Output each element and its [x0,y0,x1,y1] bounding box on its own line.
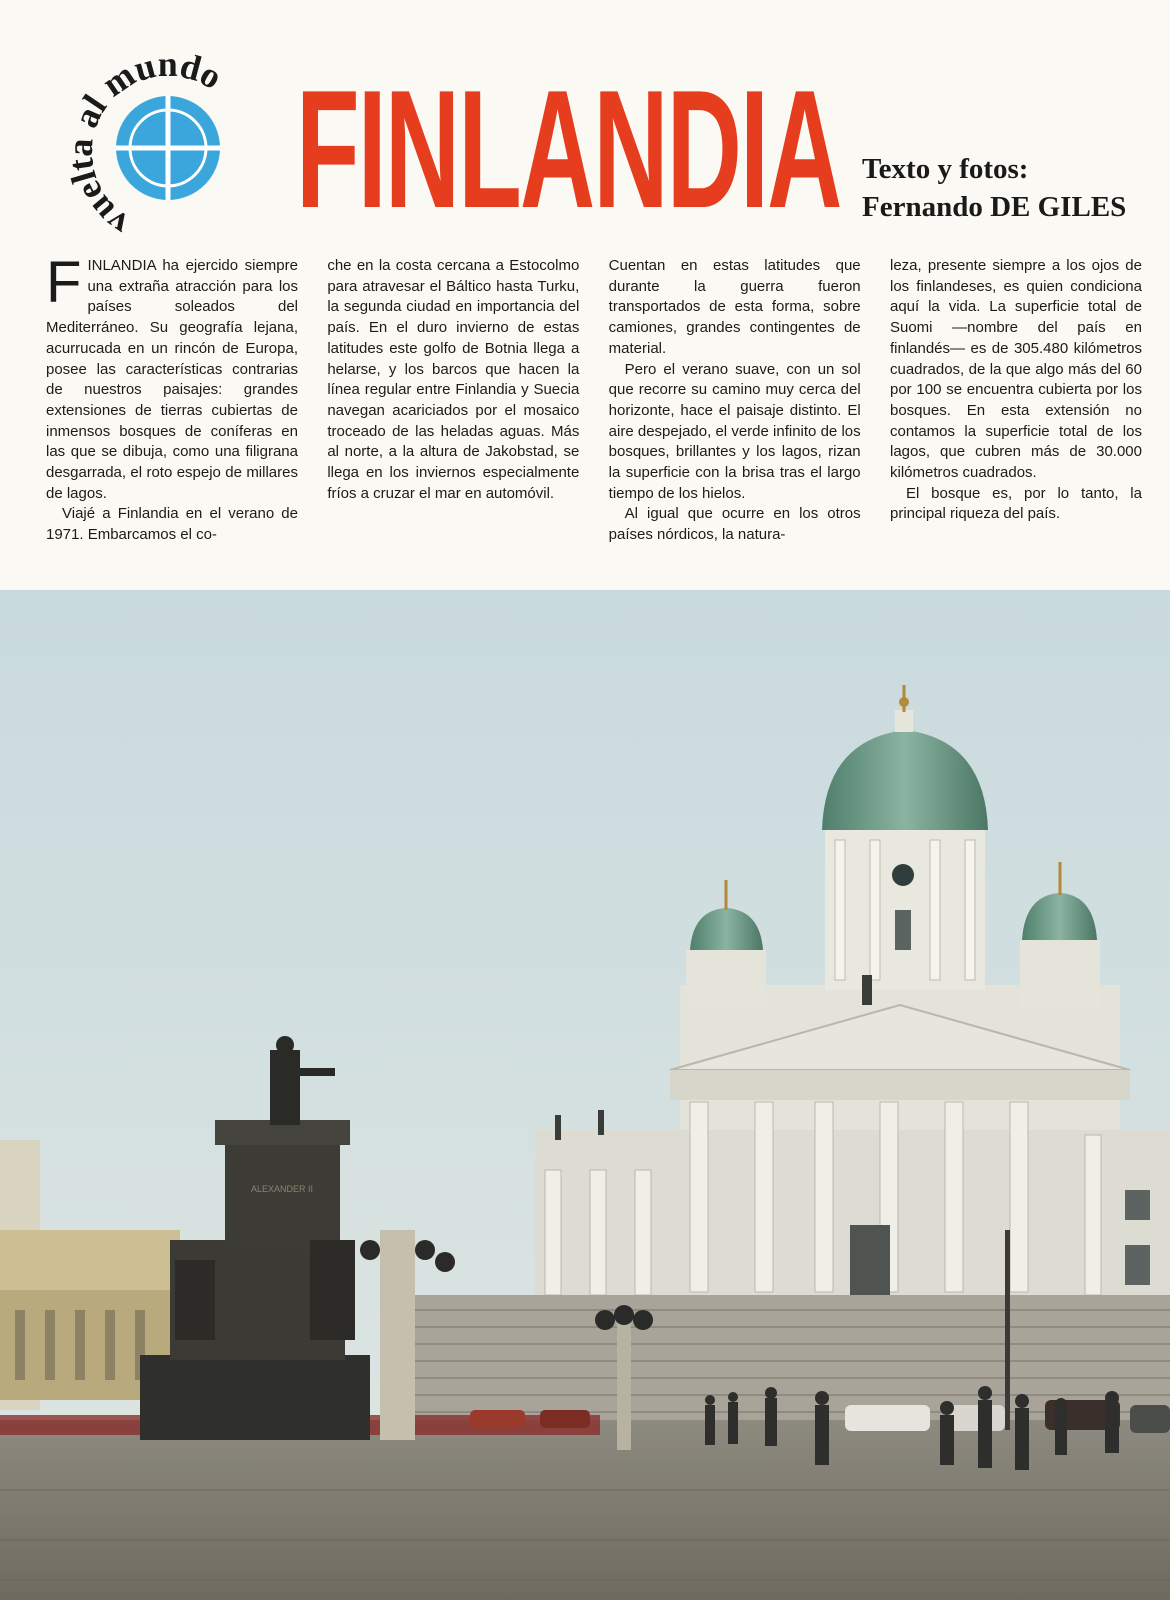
drop-cap: F [46,250,82,315]
paragraph: El bosque es, por lo tanto, la principal riqueza del país. [889,484,1142,523]
paragraph: Cuentan en estas latitudes que durante la guerra fueron transportados de esta forma, sobre camiones, grandes contingentes de material. [608,257,861,357]
byline [862,150,1152,226]
column-2 [327,256,579,578]
paragraph: che en la costa cercana a Estocolmo para atravesar el Báltico hasta Turku, la segunda ciudad en importancia del país. En el duro invierno de estas latitudes este golfo de Botnia llega a helarse, y los barcos que hacen la línea regular entre Finlandia y Suecia navegan acariciados por el mosaico troceado de las heladas aguas. Más al norte, a la altura de Jakobstad, se llega en los inviernos especialmente fríos a cruzar el mar en automóvil. [327,257,580,502]
byline-line-2: Fernando DE GILES [862,191,1127,223]
article-body [46,250,1142,578]
paragraph: Viajé a Finlandia en el verano de 1971. Embarcamos el co- [46,505,298,544]
plinth-inscription: ALEXANDER II [250,1184,314,1194]
paragraph: leza, presente siempre a los ojos de los finlandeses, es quien condiciona aquí la vida. La superficie total de Suomi —nombre del país en finlandés— es de 305.480 kilómetros cuadrados, de la que algo más del 60 por 100 se encuentra cubierta por los bosques. En esta extensión no contamos la superficie total de los lagos, que cubren más de 30.000 kilómetros cuadrados. [889,257,1142,482]
column-3 [609,256,861,578]
cathedral-photo [0,590,1170,1600]
paragraph: Pero el verano suave, con un sol que recorre su camino muy cerca del horizonte, hace el paisaje distinto. El aire despejado, el verde infinito de los bosques, brillantes y los lagos, rizan la superficie con la brisa tras el largo tiempo de los hielos. [608,360,861,502]
senate-square [0,1420,1170,1600]
paragraph: FINLANDIA ha ejercido siempre una extraña atracción para los países soleados del Mediterráneo. Su geografía lejana, acurrucada en un rincón de Europa, posee las características contrarias de nuestros paisajes: grandes extensiones de tierras cubiertas de inmensos bosques de coníferas en las que se dibuja, como una filigrana desgarrada, el roto espejo de millares de lagos. [46,250,298,502]
section-label: vuelta al mundo [59,48,229,246]
column-4 [890,256,1142,578]
byline-line-1: Texto y fotos: [862,153,1029,185]
paragraph: Al igual que ocurre en los otros países nórdicos, la natura- [608,505,861,544]
vuelta-al-mundo-logo [58,48,278,248]
page-title: FINLANDIA [296,55,841,243]
column-1 [46,250,298,578]
